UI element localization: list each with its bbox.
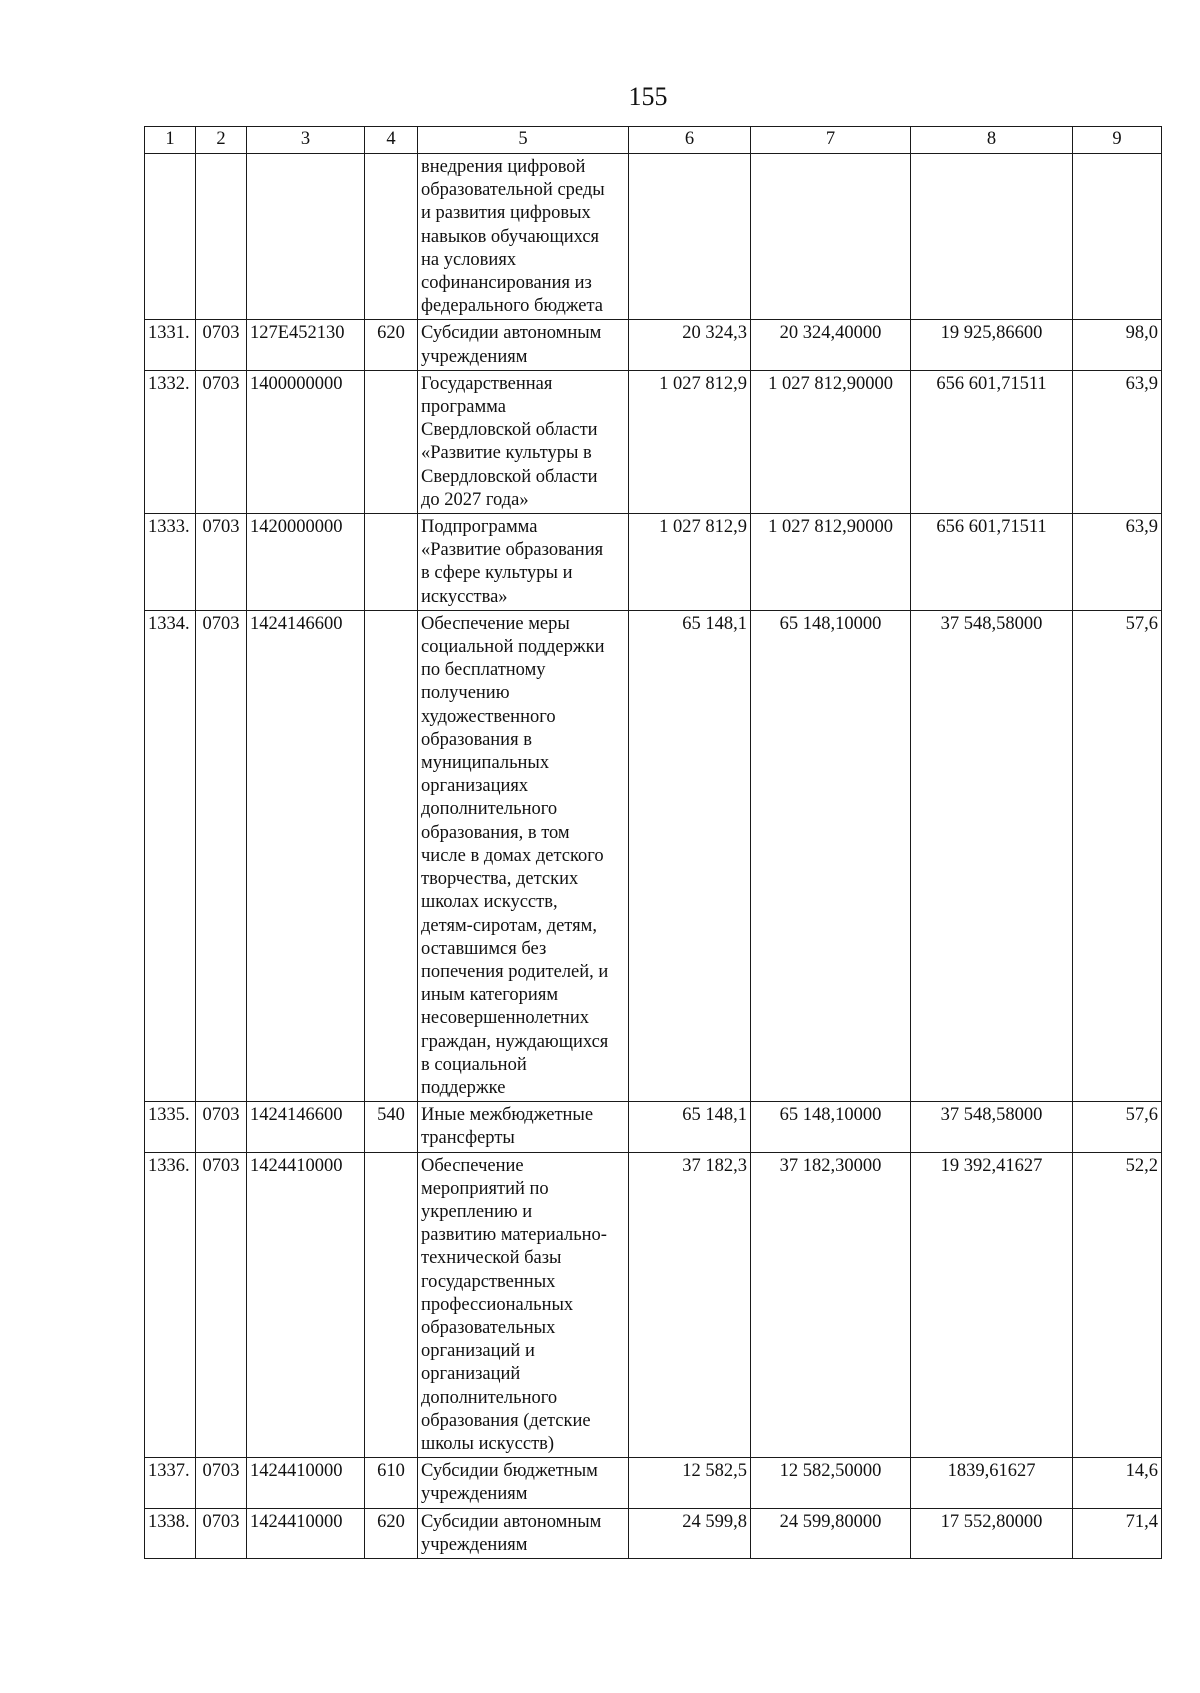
row-number-cell: 1337. (145, 1458, 196, 1508)
table-row (145, 1508, 1162, 1558)
table-header-row (145, 127, 1162, 154)
percent-cell: 52,2 (1073, 1152, 1162, 1458)
executed-amount-cell: 19 925,86600 (911, 320, 1073, 370)
header-cell: 1 (145, 127, 196, 154)
percent-cell: 98,0 (1073, 320, 1162, 370)
approved-amount-cell: 37 182,30000 (751, 1152, 911, 1458)
table-row (145, 154, 1162, 320)
section-code-cell: 0703 (196, 1508, 247, 1558)
plan-amount-cell: 1 027 812,9 (629, 370, 751, 513)
header-cell: 3 (247, 127, 365, 154)
item-name-cell (418, 1508, 629, 1558)
executed-amount-cell: 656 601,71511 (911, 514, 1073, 611)
section-code-cell: 0703 (196, 370, 247, 513)
expense-type-cell (365, 154, 418, 320)
table-row (145, 1102, 1162, 1152)
item-name-text: внедрения цифровой образовательной среды и развития цифровых навыков обучающихся на условиях софинансирования из федерального бюджета (421, 157, 605, 317)
item-name-cell (418, 514, 629, 611)
section-code-cell: 0703 (196, 610, 247, 1101)
budget-table (144, 126, 1162, 1559)
table-row (145, 320, 1162, 370)
row-number-cell: 1334. (145, 610, 196, 1101)
executed-amount-cell: 1839,61627 (911, 1458, 1073, 1508)
plan-amount-cell: 65 148,1 (629, 1102, 751, 1152)
target-code-cell: 1424410000 (247, 1508, 365, 1558)
expense-type-cell: 620 (365, 1508, 418, 1558)
header-cell: 5 (418, 127, 629, 154)
approved-amount-cell (751, 154, 911, 320)
section-code-cell: 0703 (196, 514, 247, 611)
item-name-cell (418, 320, 629, 370)
header-cell: 2 (196, 127, 247, 154)
row-number-cell: 1338. (145, 1508, 196, 1558)
executed-amount-cell: 656 601,71511 (911, 370, 1073, 513)
percent-cell (1073, 154, 1162, 320)
item-name-cell (418, 370, 629, 513)
target-code-cell (247, 154, 365, 320)
expense-type-cell (365, 610, 418, 1101)
header-cell: 6 (629, 127, 751, 154)
expense-type-cell (365, 1152, 418, 1458)
row-number-cell: 1331. (145, 320, 196, 370)
percent-cell: 57,6 (1073, 1102, 1162, 1152)
percent-cell: 71,4 (1073, 1508, 1162, 1558)
executed-amount-cell (911, 154, 1073, 320)
plan-amount-cell: 20 324,3 (629, 320, 751, 370)
item-name-text: Государственная программа Свердловской области «Развитие культуры в Свердловской области до 2027 года» (421, 373, 598, 510)
approved-amount-cell: 20 324,40000 (751, 320, 911, 370)
table-row (145, 1458, 1162, 1508)
table-row (145, 514, 1162, 611)
percent-cell: 63,9 (1073, 514, 1162, 611)
percent-cell: 63,9 (1073, 370, 1162, 513)
target-code-cell: 1400000000 (247, 370, 365, 513)
row-number-cell: 1335. (145, 1102, 196, 1152)
table-row (145, 370, 1162, 513)
target-code-cell: 127E452130 (247, 320, 365, 370)
approved-amount-cell: 1 027 812,90000 (751, 514, 911, 611)
row-number-cell: 1336. (145, 1152, 196, 1458)
header-cell: 9 (1073, 127, 1162, 154)
item-name-cell (418, 1102, 629, 1152)
page-number: 155 (628, 82, 668, 111)
plan-amount-cell (629, 154, 751, 320)
header-cell: 4 (365, 127, 418, 154)
section-code-cell: 0703 (196, 1102, 247, 1152)
plan-amount-cell: 1 027 812,9 (629, 514, 751, 611)
percent-cell: 14,6 (1073, 1458, 1162, 1508)
target-code-cell: 1420000000 (247, 514, 365, 611)
executed-amount-cell: 37 548,58000 (911, 610, 1073, 1101)
approved-amount-cell: 65 148,10000 (751, 1102, 911, 1152)
item-name-text: Субсидии автономным учреждениям (421, 1511, 602, 1555)
plan-amount-cell: 12 582,5 (629, 1458, 751, 1508)
header-cell: 8 (911, 127, 1073, 154)
item-name-text: Субсидии бюджетным учреждениям (421, 1461, 598, 1505)
expense-type-cell (365, 370, 418, 513)
expense-type-cell: 610 (365, 1458, 418, 1508)
target-code-cell: 1424146600 (247, 610, 365, 1101)
row-number-cell: 1332. (145, 370, 196, 513)
table-row (145, 1152, 1162, 1458)
item-name-text: Субсидии автономным учреждениям (421, 323, 602, 367)
approved-amount-cell: 24 599,80000 (751, 1508, 911, 1558)
approved-amount-cell: 65 148,10000 (751, 610, 911, 1101)
expense-type-cell: 540 (365, 1102, 418, 1152)
plan-amount-cell: 24 599,8 (629, 1508, 751, 1558)
item-name-text: Обеспечение мероприятий по укреплению и развитию материально- технической базы государственных профессиональных образовательных организаций и организаций дополнительного образования (детские школы искусств) (421, 1155, 607, 1454)
item-name-cell (418, 610, 629, 1101)
header-cell: 7 (751, 127, 911, 154)
table-row (145, 610, 1162, 1101)
section-code-cell: 0703 (196, 320, 247, 370)
section-code-cell: 0703 (196, 1152, 247, 1458)
item-name-cell (418, 1152, 629, 1458)
row-number-cell: 1333. (145, 514, 196, 611)
expense-type-cell (365, 514, 418, 611)
target-code-cell: 1424410000 (247, 1152, 365, 1458)
executed-amount-cell: 19 392,41627 (911, 1152, 1073, 1458)
target-code-cell: 1424146600 (247, 1102, 365, 1152)
plan-amount-cell: 37 182,3 (629, 1152, 751, 1458)
section-code-cell: 0703 (196, 1458, 247, 1508)
percent-cell: 57,6 (1073, 610, 1162, 1101)
item-name-cell (418, 154, 629, 320)
approved-amount-cell: 12 582,50000 (751, 1458, 911, 1508)
plan-amount-cell: 65 148,1 (629, 610, 751, 1101)
item-name-text: Обеспечение меры социальной поддержки по бесплатному получению художественного образования в муниципальных организациях дополнительного образования, в том числе в домах детского творчества, детских школах искусств, детям-сиротам, детям, оставшимся без попечения родителей, и иным категориям несовершеннолетних граждан, нуждающихся в социальной поддержке (421, 613, 609, 1098)
item-name-text: Подпрограмма «Развитие образования в сфере культуры и искусства» (421, 517, 604, 607)
section-code-cell (196, 154, 247, 320)
target-code-cell: 1424410000 (247, 1458, 365, 1508)
approved-amount-cell: 1 027 812,90000 (751, 370, 911, 513)
item-name-text: Иные межбюджетные трансферты (421, 1105, 594, 1149)
executed-amount-cell: 17 552,80000 (911, 1508, 1073, 1558)
executed-amount-cell: 37 548,58000 (911, 1102, 1073, 1152)
expense-type-cell: 620 (365, 320, 418, 370)
row-number-cell (145, 154, 196, 320)
item-name-cell (418, 1458, 629, 1508)
